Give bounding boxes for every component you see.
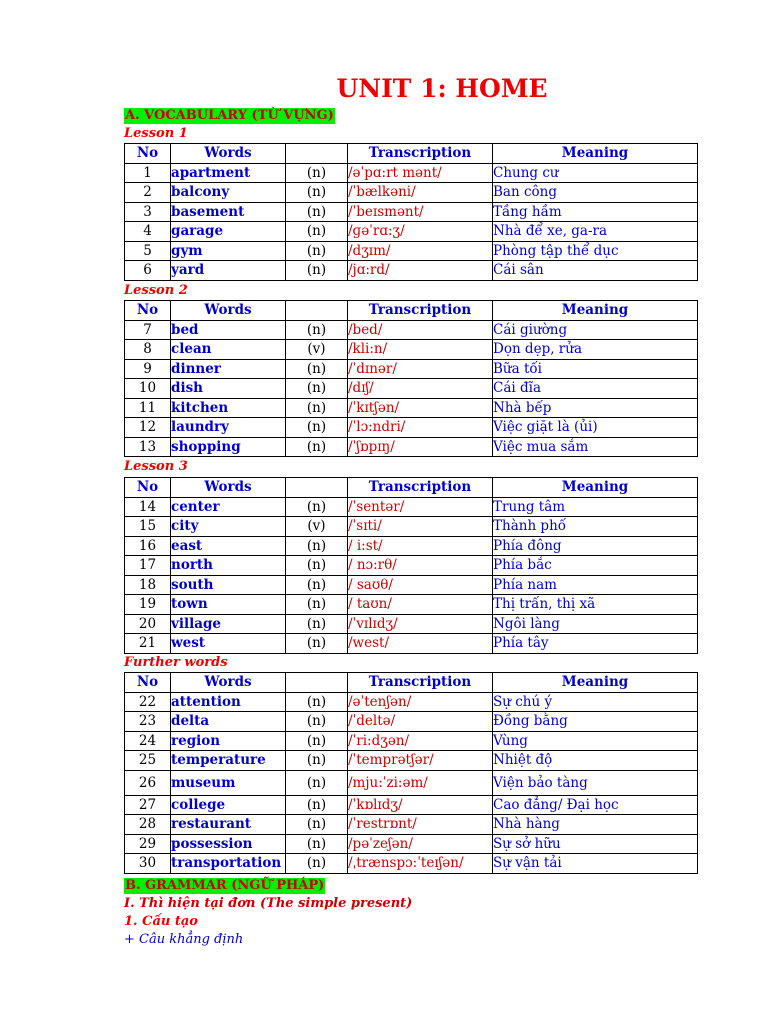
table-row: [125, 751, 698, 771]
row-word: delta: [171, 712, 286, 732]
row-meaning: Thị trấn, thị xã: [493, 595, 698, 615]
header-transcription: Transcription: [348, 301, 493, 321]
row-number: 30: [125, 854, 171, 874]
row-word: north: [171, 556, 286, 576]
header-meaning: Meaning: [493, 478, 698, 498]
row-meaning: Sự sở hữu: [493, 834, 698, 854]
vocab-table-lesson-3: [124, 477, 698, 654]
table-row: [125, 854, 698, 874]
table-row: [125, 770, 698, 795]
row-part-of-speech: (v): [286, 517, 348, 537]
row-word: shopping: [171, 437, 286, 457]
row-word: basement: [171, 202, 286, 222]
row-transcription: /mju:ˈzi:əm/: [348, 770, 493, 795]
row-word: apartment: [171, 163, 286, 183]
row-number: 29: [125, 834, 171, 854]
row-number: 3: [125, 202, 171, 222]
table-row: [125, 418, 698, 438]
row-part-of-speech: (n): [286, 795, 348, 815]
row-meaning: Chung cư: [493, 163, 698, 183]
row-word: bed: [171, 320, 286, 340]
row-part-of-speech: (n): [286, 183, 348, 203]
row-number: 2: [125, 183, 171, 203]
row-word: east: [171, 536, 286, 556]
row-number: 25: [125, 751, 171, 771]
header-no: No: [125, 301, 171, 321]
row-transcription: /ˈtemprətʃər/: [348, 751, 493, 771]
row-number: 14: [125, 497, 171, 517]
row-transcription: /ɡəˈrɑ:ʒ/: [348, 222, 493, 242]
row-number: 21: [125, 634, 171, 654]
row-meaning: Sự vận tải: [493, 854, 698, 874]
grammar-subheading: 1. Cấu tạo: [124, 914, 198, 929]
row-word: gym: [171, 241, 286, 261]
row-word: museum: [171, 770, 286, 795]
row-meaning: Đồng bằng: [493, 712, 698, 732]
row-part-of-speech: (n): [286, 497, 348, 517]
row-part-of-speech: (n): [286, 595, 348, 615]
row-word: laundry: [171, 418, 286, 438]
row-part-of-speech: (n): [286, 241, 348, 261]
row-meaning: Cao đẳng/ Đại học: [493, 795, 698, 815]
header-words: Words: [171, 144, 286, 164]
table-row: [125, 795, 698, 815]
header-meaning: Meaning: [493, 301, 698, 321]
lesson-1-label: Lesson 1: [124, 126, 188, 141]
row-meaning: Phía đông: [493, 536, 698, 556]
row-transcription: /west/: [348, 634, 493, 654]
row-number: 20: [125, 614, 171, 634]
lesson-2-label: Lesson 2: [124, 283, 188, 298]
row-word: clean: [171, 340, 286, 360]
row-part-of-speech: (n): [286, 202, 348, 222]
row-word: town: [171, 595, 286, 615]
table-row: [125, 815, 698, 835]
row-number: 5: [125, 241, 171, 261]
row-meaning: Nhiệt độ: [493, 751, 698, 771]
row-transcription: /əˈtenʃən/: [348, 692, 493, 712]
row-number: 27: [125, 795, 171, 815]
row-number: 11: [125, 398, 171, 418]
row-number: 26: [125, 770, 171, 795]
row-meaning: Tầng hầm: [493, 202, 698, 222]
row-number: 6: [125, 261, 171, 281]
row-transcription: /ˈsɪti/: [348, 517, 493, 537]
table-row: [125, 731, 698, 751]
row-transcription: /ˈvɪlɪdʒ/: [348, 614, 493, 634]
row-number: 7: [125, 320, 171, 340]
table-row: [125, 379, 698, 399]
table-row: [125, 163, 698, 183]
row-number: 9: [125, 359, 171, 379]
table-row: [125, 556, 698, 576]
header-meaning: Meaning: [493, 144, 698, 164]
table-row: [125, 183, 698, 203]
table-row: [125, 692, 698, 712]
row-word: garage: [171, 222, 286, 242]
row-transcription: /ˈkɪtʃən/: [348, 398, 493, 418]
table-header-row: [125, 144, 698, 164]
header-no: No: [125, 144, 171, 164]
table-row: [125, 834, 698, 854]
row-part-of-speech: (n): [286, 261, 348, 281]
row-transcription: /ˈbælkəni/: [348, 183, 493, 203]
row-transcription: /ˈri:dʒən/: [348, 731, 493, 751]
row-transcription: /ˌtrænspɔ:ˈteɪʃən/: [348, 854, 493, 874]
table-row: [125, 595, 698, 615]
row-word: temperature: [171, 751, 286, 771]
row-number: 23: [125, 712, 171, 732]
row-meaning: Việc giặt là (ủi): [493, 418, 698, 438]
row-number: 10: [125, 379, 171, 399]
row-part-of-speech: (n): [286, 320, 348, 340]
row-meaning: Việc mua sắm: [493, 437, 698, 457]
row-meaning: Bữa tối: [493, 359, 698, 379]
table-header-row: [125, 673, 698, 693]
row-transcription: /dɪʃ/: [348, 379, 493, 399]
row-part-of-speech: (n): [286, 692, 348, 712]
grammar-item: + Câu khẳng định: [124, 932, 244, 947]
table-row: [125, 536, 698, 556]
row-part-of-speech: (n): [286, 379, 348, 399]
row-part-of-speech: (n): [286, 418, 348, 438]
row-transcription: /bed/: [348, 320, 493, 340]
row-number: 13: [125, 437, 171, 457]
row-transcription: / taʊn/: [348, 595, 493, 615]
row-part-of-speech: (n): [286, 751, 348, 771]
row-meaning: Phía bắc: [493, 556, 698, 576]
table-row: [125, 437, 698, 457]
row-part-of-speech: (n): [286, 556, 348, 576]
row-part-of-speech: (n): [286, 731, 348, 751]
row-number: 16: [125, 536, 171, 556]
row-word: west: [171, 634, 286, 654]
vocab-table-lesson-2: [124, 300, 698, 457]
header-words: Words: [171, 478, 286, 498]
header-words: Words: [171, 301, 286, 321]
row-transcription: /ˈrestrɒnt/: [348, 815, 493, 835]
row-part-of-speech: (n): [286, 222, 348, 242]
row-part-of-speech: (n): [286, 854, 348, 874]
row-meaning: Cái giường: [493, 320, 698, 340]
row-meaning: Ngôi làng: [493, 614, 698, 634]
table-row: [125, 575, 698, 595]
vocab-table-lesson-1: [124, 143, 698, 281]
row-part-of-speech: (n): [286, 634, 348, 654]
table-row: [125, 398, 698, 418]
header-pos: [286, 144, 348, 164]
row-word: dish: [171, 379, 286, 399]
row-word: college: [171, 795, 286, 815]
row-transcription: /ˈsentər/: [348, 497, 493, 517]
header-pos: [286, 301, 348, 321]
row-word: south: [171, 575, 286, 595]
row-part-of-speech: (n): [286, 815, 348, 835]
table-header-row: [125, 301, 698, 321]
grammar-heading: I. Thì hiện tại đơn (The simple present): [124, 896, 413, 911]
table-row: [125, 202, 698, 222]
vocab-table-further-words: [124, 672, 698, 874]
table-row: [125, 261, 698, 281]
row-meaning: Nhà bếp: [493, 398, 698, 418]
header-transcription: Transcription: [348, 673, 493, 693]
row-part-of-speech: (n): [286, 770, 348, 795]
row-word: transportation: [171, 854, 286, 874]
row-number: 19: [125, 595, 171, 615]
further-words-label: Further words: [124, 655, 228, 670]
row-transcription: /ˈdɪnər/: [348, 359, 493, 379]
header-no: No: [125, 673, 171, 693]
table-row: [125, 222, 698, 242]
row-transcription: / saʊθ/: [348, 575, 493, 595]
row-number: 18: [125, 575, 171, 595]
header-transcription: Transcription: [348, 144, 493, 164]
row-meaning: Thành phố: [493, 517, 698, 537]
row-transcription: /jɑ:rd/: [348, 261, 493, 281]
row-meaning: Sự chú ý: [493, 692, 698, 712]
row-meaning: Trung tâm: [493, 497, 698, 517]
row-meaning: Cái sân: [493, 261, 698, 281]
row-part-of-speech: (n): [286, 834, 348, 854]
row-number: 1: [125, 163, 171, 183]
row-part-of-speech: (n): [286, 163, 348, 183]
row-word: attention: [171, 692, 286, 712]
row-number: 15: [125, 517, 171, 537]
row-part-of-speech: (n): [286, 712, 348, 732]
row-transcription: /əˈpɑ:rt mənt/: [348, 163, 493, 183]
row-word: restaurant: [171, 815, 286, 835]
row-number: 22: [125, 692, 171, 712]
row-meaning: Viện bảo tàng: [493, 770, 698, 795]
row-word: yard: [171, 261, 286, 281]
row-transcription: /ˈʃɒpɪŋ/: [348, 437, 493, 457]
row-number: 17: [125, 556, 171, 576]
row-number: 4: [125, 222, 171, 242]
row-word: balcony: [171, 183, 286, 203]
row-part-of-speech: (n): [286, 398, 348, 418]
table-row: [125, 614, 698, 634]
row-part-of-speech: (n): [286, 614, 348, 634]
header-transcription: Transcription: [348, 478, 493, 498]
table-row: [125, 320, 698, 340]
row-transcription: /kli:n/: [348, 340, 493, 360]
row-part-of-speech: (v): [286, 340, 348, 360]
row-number: 8: [125, 340, 171, 360]
row-number: 24: [125, 731, 171, 751]
row-number: 12: [125, 418, 171, 438]
row-part-of-speech: (n): [286, 359, 348, 379]
page-title: UNIT 1: HOME: [336, 74, 548, 103]
row-transcription: / nɔ:rθ/: [348, 556, 493, 576]
row-meaning: Nhà hàng: [493, 815, 698, 835]
row-part-of-speech: (n): [286, 536, 348, 556]
lesson-3-label: Lesson 3: [124, 459, 188, 474]
table-row: [125, 497, 698, 517]
row-transcription: / i:st/: [348, 536, 493, 556]
row-meaning: Phía nam: [493, 575, 698, 595]
row-transcription: /ˈlɔ:ndri/: [348, 418, 493, 438]
row-transcription: /ˈbeɪsmənt/: [348, 202, 493, 222]
row-transcription: /dʒɪm/: [348, 241, 493, 261]
header-pos: [286, 478, 348, 498]
row-transcription: /pəˈzeʃən/: [348, 834, 493, 854]
row-word: region: [171, 731, 286, 751]
row-number: 28: [125, 815, 171, 835]
row-word: dinner: [171, 359, 286, 379]
header-meaning: Meaning: [493, 673, 698, 693]
header-words: Words: [171, 673, 286, 693]
row-word: center: [171, 497, 286, 517]
header-pos: [286, 673, 348, 693]
row-transcription: /ˈkɒlɪdʒ/: [348, 795, 493, 815]
row-meaning: Phía tây: [493, 634, 698, 654]
section-vocabulary-heading: A. VOCABULARY (TỪ VỰNG): [125, 108, 334, 123]
row-meaning: Nhà để xe, ga-ra: [493, 222, 698, 242]
table-row: [125, 340, 698, 360]
row-part-of-speech: (n): [286, 575, 348, 595]
header-no: No: [125, 478, 171, 498]
row-transcription: /ˈdeltə/: [348, 712, 493, 732]
row-meaning: Vùng: [493, 731, 698, 751]
row-meaning: Phòng tập thể dục: [493, 241, 698, 261]
row-word: possession: [171, 834, 286, 854]
table-row: [125, 241, 698, 261]
row-word: kitchen: [171, 398, 286, 418]
row-meaning: Ban công: [493, 183, 698, 203]
row-part-of-speech: (n): [286, 437, 348, 457]
row-meaning: Cái đĩa: [493, 379, 698, 399]
table-row: [125, 517, 698, 537]
table-header-row: [125, 478, 698, 498]
table-row: [125, 634, 698, 654]
table-row: [125, 359, 698, 379]
row-word: city: [171, 517, 286, 537]
row-word: village: [171, 614, 286, 634]
section-grammar-heading: B. GRAMMAR (NGỮ PHÁP): [125, 878, 325, 893]
row-meaning: Dọn dẹp, rửa: [493, 340, 698, 360]
table-row: [125, 712, 698, 732]
